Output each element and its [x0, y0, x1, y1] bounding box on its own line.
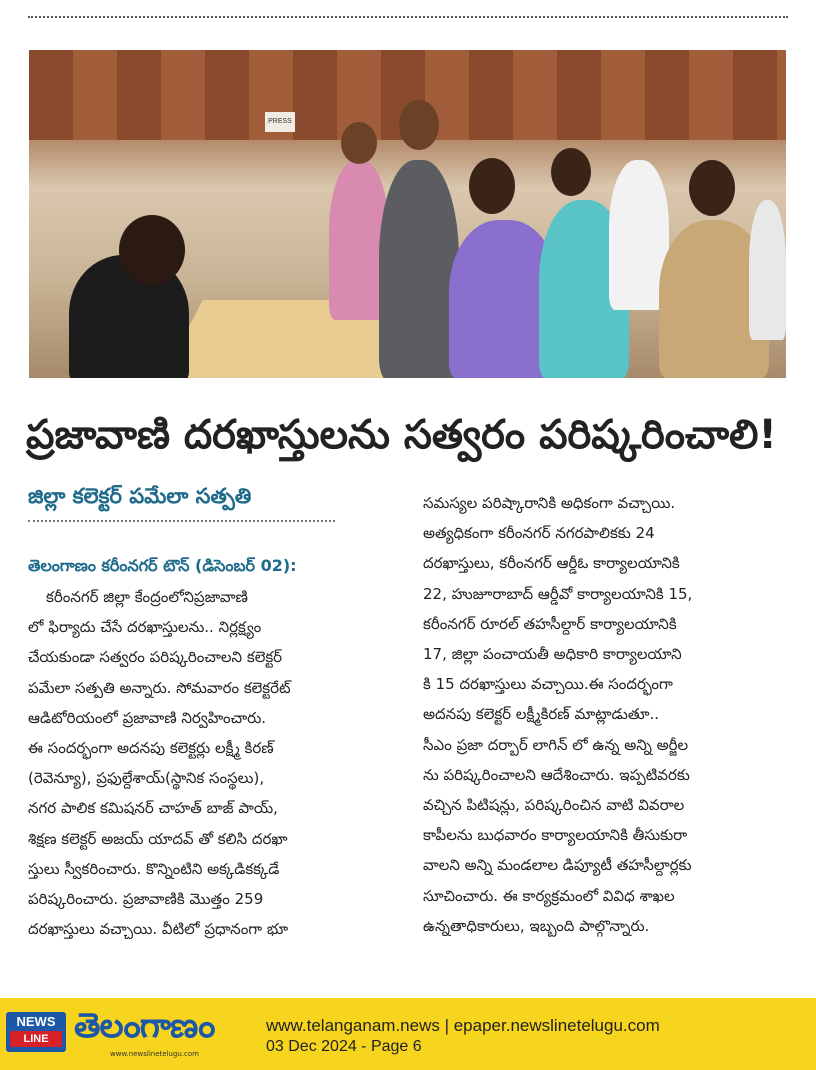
article-line: ఈ సందర్భంగా అదనపు కలెక్టర్లు లక్ష్మీ కిరణ్: [28, 739, 274, 758]
article-line: వాలని అన్ని మండలాల డిప్యూటీ తహసీల్దార్లకు: [423, 856, 692, 875]
article-line: వచ్చిన పిటిషన్లు, పరిష్కరించిన వాటి వివరాల: [423, 796, 685, 815]
headline: ప్రజావాణి దరఖాస్తులను సత్వరం పరిష్కరించాలి!: [26, 412, 777, 458]
article-line: ఉన్నతాధికారులు, ఇబ్బంది పాల్గొన్నారు.: [423, 916, 650, 935]
article-line: 17, జిల్లా పంచాయతీ అధికారి కార్యాలయాని: [423, 645, 682, 664]
byline-divider: [28, 520, 335, 522]
article-line: పమేలా సత్పతి అన్నారు. సోమవారం కలెక్టరేట్: [28, 678, 291, 697]
article-line: సీఎం ప్రజా దర్బార్ లాగిన్ లో ఉన్న అన్ని అర్జీల: [423, 735, 689, 754]
article-right-column: [423, 488, 789, 941]
article-line: స్తులు స్వీకరించారు. కొన్నింటిని అక్కడికక్కడే: [28, 859, 280, 878]
article-line: దరఖాస్తులు, కరీంనగర్ ఆర్డీఓ కార్యాలయానికి: [423, 554, 680, 573]
logo-top-text: NEWS: [16, 1014, 56, 1029]
article-line: కరీంనగర్ రూరల్ తహసీల్దార్ కార్యాలయానికి: [423, 614, 677, 633]
article-line: కరీంనగర్ జిల్లా కేంద్రంలోనిప్రజావాణి: [46, 588, 248, 606]
article-line: దరఖాస్తులు వచ్చాయి. వీటిలో ప్రధానంగా భూ: [28, 920, 289, 939]
article-line: శిక్షణ కలెక్టర్ అజయ్ యాదవ్ తో కలిసి దరఖా: [28, 829, 288, 848]
article-line: చేయకుండా సత్వరం పరిష్కరించాలని కలెక్టర్: [28, 648, 283, 667]
article-line: కాపీలను బుధవారం కార్యాలయానికి తీసుకురా: [423, 826, 688, 845]
article-line: కి 15 దరఖాస్తులు వచ్చాయి.ఈ సందర్భంగా: [423, 675, 673, 694]
news-photo: [29, 50, 786, 378]
byline: జిల్లా కలెక్టర్ పమేలా సత్పతి: [28, 484, 252, 508]
dateline: తెలంగాణం కరీంనగర్ టౌన్ (డిసెంబర్ 02):: [28, 556, 297, 575]
article-line: 22, హుజూరాబాద్ ఆర్డీవో కార్యాలయానికి 15,: [423, 584, 693, 603]
article-line: ఆడిటోరియంలో ప్రజావాణి నిర్వహించారు.: [28, 708, 267, 727]
article-line: అదనపు కలెక్టర్ లక్ష్మీకిరణ్ మాట్లాడుతూ..: [423, 705, 660, 724]
newsline-logo: [6, 1012, 66, 1052]
article-line: సూచించారు. ఈ కార్యక్రమంలో వివిధ శాఖల: [423, 886, 675, 905]
article-line: ను పరిష్కరించాలని ఆదేశించారు. ఇప్పటివరకు: [423, 765, 690, 784]
footer-date-page: 03 Dec 2024 - Page 6: [266, 1038, 422, 1055]
article-line: (రెవెన్యూ), ప్రఫుల్దేశాయ్(స్థానిక సంస్థలు),: [28, 769, 265, 788]
footer-bar: [0, 998, 816, 1070]
top-divider: [28, 16, 788, 18]
article-left-column: [28, 582, 390, 944]
brand-url: www.newslinetelugu.com: [110, 1050, 199, 1058]
article-line: లో ఫిర్యాదు చేసే దరఖాస్తులను.. నిర్లక్ష్యం: [28, 618, 262, 637]
brand-title: తెలంగాణం: [74, 1006, 215, 1046]
article-line: నగర పాలిక కమిషనర్ చాహత్ బాజ్ పాయ్,: [28, 799, 278, 818]
press-sign: PRESS: [265, 112, 295, 132]
logo-bottom-text: LINE: [10, 1031, 62, 1047]
article-line: అత్యధికంగా కరీంనగర్ నగరపాలికకు 24: [423, 524, 655, 543]
footer-websites[interactable]: www.telanganam.news | epaper.newslinetelugu.com: [266, 1016, 660, 1035]
article-line: పరిష్కరించారు. ప్రజావాణికి మొత్తం 259: [28, 890, 264, 909]
article-line: సమస్యల పరిష్కారానికి అధికంగా వచ్చాయి.: [423, 494, 676, 512]
